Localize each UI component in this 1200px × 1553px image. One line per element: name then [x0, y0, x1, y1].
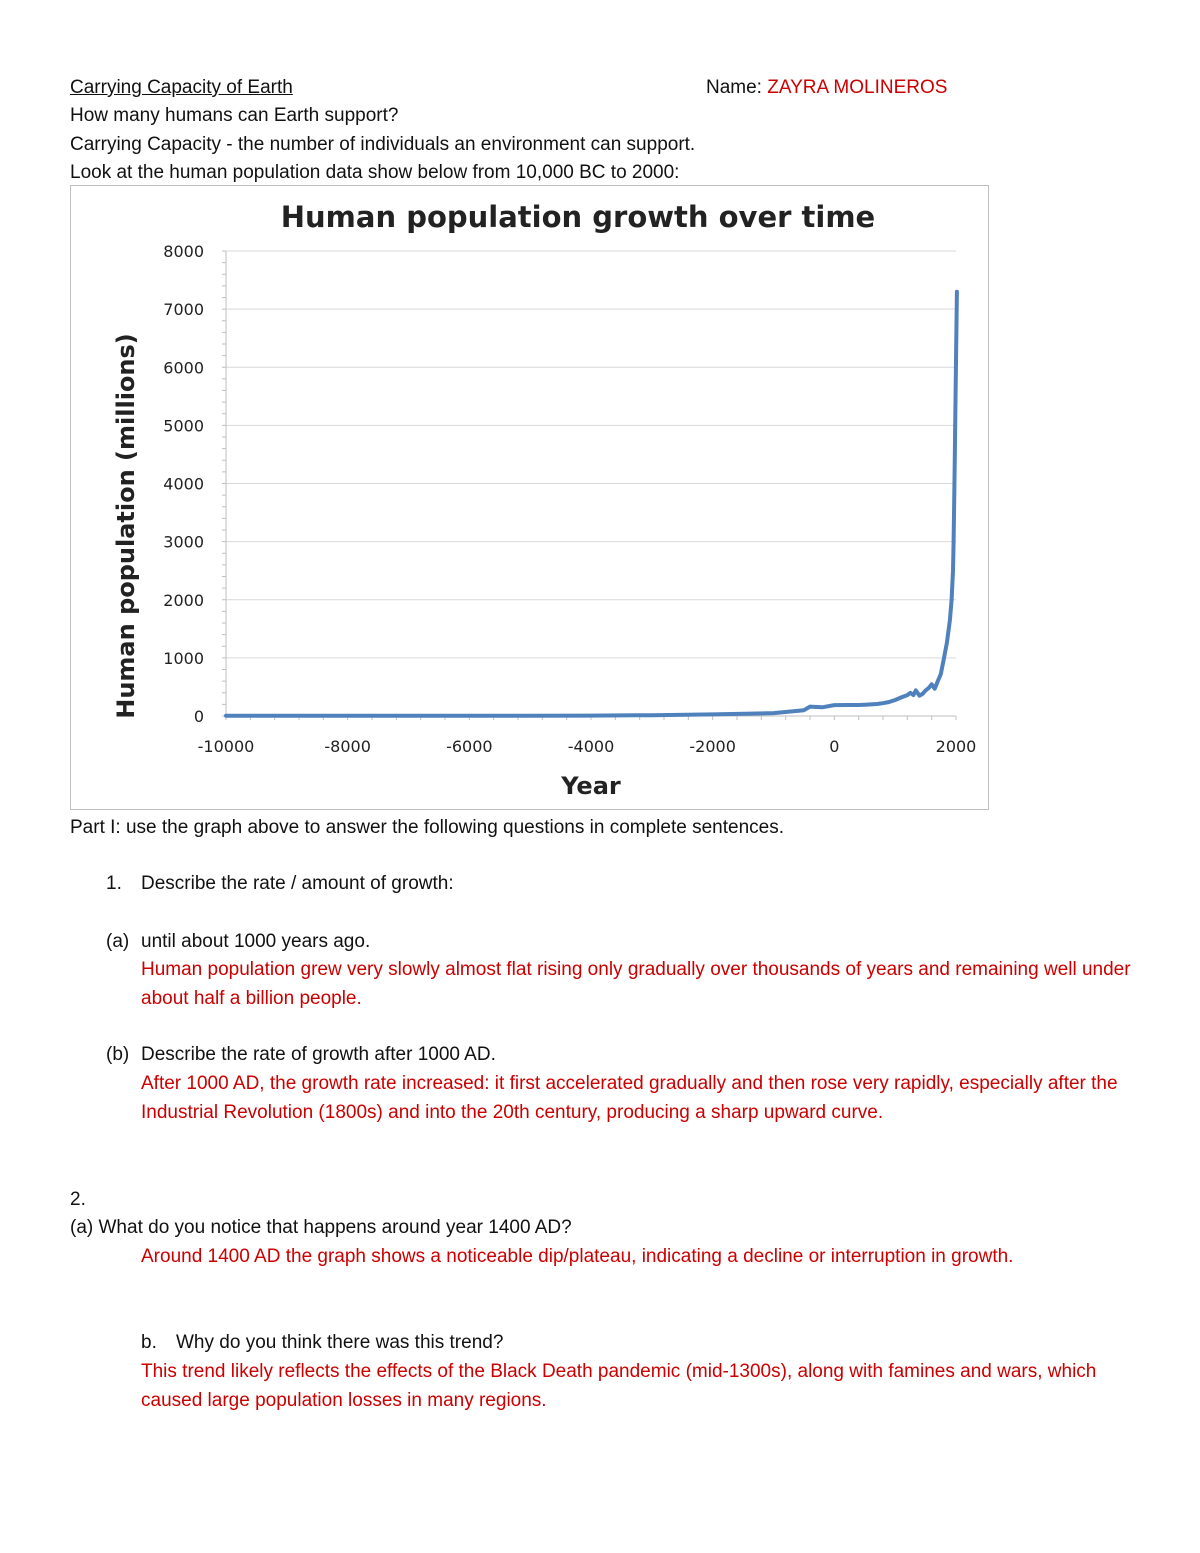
q2a-prompt: (a) What do you notice that happens around year 1400 AD? [70, 1217, 572, 1238]
q2-number: 2. [70, 1189, 86, 1210]
x-tick-label: -2000 [689, 737, 736, 756]
q1-prompt: Describe the rate / amount of growth: [141, 873, 454, 894]
population-chart [70, 185, 989, 810]
student-name: ZAYRA MOLINEROS [767, 77, 948, 98]
name-field [706, 76, 947, 100]
q2a-answer: Around 1400 AD the graph shows a noticeable dip/plateau, indicating a decline or interruption in growth. [141, 1246, 1014, 1267]
y-axis-title: Human population (millions) [112, 333, 140, 719]
y-tick-label: 0 [193, 707, 204, 726]
series-line-population [226, 292, 957, 716]
x-tick-label: -6000 [446, 737, 493, 756]
x-tick-label: 0 [829, 737, 840, 756]
q1a-prompt: until about 1000 years ago. [141, 931, 371, 952]
x-tick-label: -8000 [324, 737, 371, 756]
y-tick-label: 3000 [163, 532, 204, 552]
q1-number: 1. [106, 873, 122, 894]
x-tick-label: -4000 [567, 737, 615, 756]
chart-title: Human population growth over time [280, 200, 876, 234]
y-tick-label: 6000 [163, 358, 204, 378]
y-tick-label: 1000 [163, 648, 204, 668]
q1b-label: (b) [106, 1044, 130, 1065]
part1-instructions: Part I: use the graph above to answer the following questions in complete sentences. [70, 817, 784, 838]
chart-canvas [71, 186, 988, 809]
q1b-prompt: Describe the rate of growth after 1000 AD. [141, 1044, 496, 1065]
q1b-answer: After 1000 AD, the growth rate increased: it first accelerated gradually and then rose very rapidly, especially after the Industrial Revolution (1800s) and into the 20th century, producing a sharp upward curve. [141, 1073, 1118, 1123]
q2b-answer: This trend likely reflects the effects of the Black Death pandemic (mid-1300s), along with famines and wars, which caused large population losses in many regions. [141, 1361, 1097, 1411]
x-tick-label: -10000 [197, 737, 255, 756]
q1a-label: (a) [106, 931, 130, 952]
q2b-label: b. [141, 1332, 157, 1353]
y-tick-label: 8000 [163, 242, 204, 261]
name-label: Name: [706, 77, 762, 98]
worksheet-title: Carrying Capacity of Earth [70, 77, 293, 98]
y-tick-label: 2000 [163, 590, 204, 610]
definition-text: Carrying Capacity - the number of individuals an environment can support. [70, 134, 696, 155]
y-tick-label: 7000 [163, 300, 204, 320]
x-axis-title: Year [561, 772, 621, 800]
y-tick-label: 5000 [163, 416, 204, 436]
instruction-text: Look at the human population data show below from 10,000 BC to 2000: [70, 162, 680, 183]
q2b-prompt: Why do you think there was this trend? [176, 1332, 504, 1353]
x-tick-label: 2000 [935, 737, 977, 756]
y-tick-label: 4000 [163, 474, 204, 494]
intro-question: How many humans can Earth support? [70, 105, 399, 126]
q1a-answer: Human population grew very slowly almost flat rising only gradually over thousands of years and remaining well under about half a billion people. [141, 959, 1131, 1009]
